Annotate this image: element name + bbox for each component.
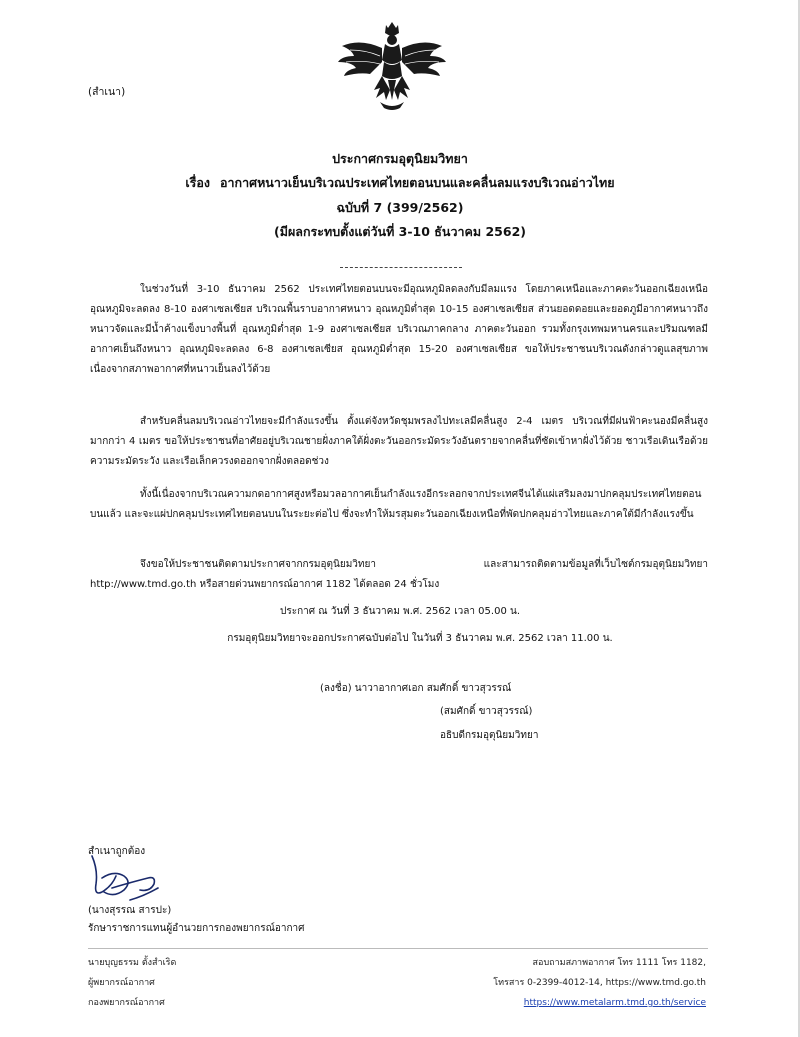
contact-fax: โทรสาร 0-2399-4012-14, https://www.tmd.go.th: [493, 978, 706, 988]
subject-label: เรื่อง: [185, 175, 211, 190]
certifier-name: (นางสุรรณ สารปะ): [88, 905, 172, 916]
forecaster-name: นายบุญธรรม ตั้งสำเริด: [88, 958, 177, 968]
forecaster-division: กองพยากรณ์อากาศ: [88, 998, 165, 1008]
certifier-position: รักษาราชการแทนผู้อำนวยการกองพยากรณ์อากาศ: [88, 923, 305, 934]
paragraph-2: [90, 412, 708, 472]
service-link[interactable]: [524, 995, 706, 1011]
announcement-subject: [0, 172, 800, 194]
announcement-issue: ฉบับที่ 7 (399/2562): [336, 200, 464, 215]
copy-mark: (สำเนา): [88, 86, 126, 98]
service-link-text[interactable]: https://www.metalarm.tmd.go.th/service: [523, 998, 706, 1008]
announcement-effective: (มีผลกระทบตั้งแต่วันที่ 3-10 ธันวาคม 2562): [274, 224, 526, 239]
paragraph-3: [90, 485, 708, 525]
announcement-title: ประกาศกรมอุตุนิยมวิทยา: [332, 151, 468, 166]
certification-label: สำเนาถูกต้อง: [88, 846, 146, 857]
signed-line: (ลงชื่อ) นาวาอากาศเอก สมศักดิ์ ขาวสุวรรณ์: [320, 683, 512, 694]
paragraph-1-text: ในช่วงวันที่ 3-10 ธันวาคม 2562 ประเทศไทยตอนบนจะมีอุณหภูมิลดลงกับมีลมแรง โดยภาคเหนือและภาคตะวันออกเฉียงเหนืออุณหภูมิจะลดลง 8-10 องศาเซลเซียส บริเวณพื้นราบอากาศหนาว อุณหภูมิต่ำสุด 10-15 องศาเซลเซียส ส่วนยอดดอยและยอดภูมีอากาศหนาวถึงหนาวจัดและมีน้ำค้างแข็งบางพื้นที่ อุณหภูมิต่ำสุด 1-9 องศาเซลเซียส บริเวณภาคกลาง ภาคตะวันออก รวมทั้งกรุงเทพมหานครและปริมณฑลมีอากาศเย็นถึงหนาว อุณหภูมิจะลดลง 6-8 องศาเซลเซียส อุณหภูมิต่ำสุด 15-20 องศาเซลเซียส ขอให้ประชาชนบริเวณดังกล่าวดูแลสุขภาพเนื่องจากสภาพอากาศที่หนาวเย็นลงไว้ด้วย: [90, 284, 708, 375]
paragraph-1: [90, 280, 708, 380]
paragraph-4-text: จึงขอให้ประชาชนติดตามประกาศจากกรมอุตุนิยมวิทยา และสามารถติดตามข้อมูลที่เว็บไซต์กรมอุตุนิยมวิทยา http://www.tmd.go.th หรือสายด่วนพยากรณ์อากาศ 1182 ได้ตลอด 24 ชั่วโมง: [90, 559, 708, 590]
footer-divider: [88, 948, 708, 949]
paragraph-3-text: ทั้งนี้เนื่องจากบริเวณความกดอากาศสูงหรือมวลอากาศเย็นกำลังแรงอีกระลอกจากประเทศจีนได้แผ่เสริมลงมาปกคลุมประเทศไทยตอนบนแล้ว และจะแผ่ปกคลุมประเทศไทยตอนบนในระยะต่อไป ซึ่งจะทำให้มรสุมตะวันออกเฉียงเหนือที่พัดปกคลุมอ่าวไทยและภาคใต้มีกำลังแรงขึ้น: [90, 489, 702, 520]
heading-divider: [340, 267, 462, 268]
paragraph-2-text: สำหรับคลื่นลมบริเวณอ่าวไทยจะมีกำลังแรงขึ้น ตั้งแต่จังหวัดชุมพรลงไปทะเลมีคลื่นสูง 2-4 เมตร บริเวณที่มีฝนฟ้าคะนองมีคลื่นสูงมากกว่า 4 เมตร ขอให้ประชาชนที่อาศัยอยู่บริเวณชายฝั่งภาคใต้ฝั่งตะวันออกระมัดระวังอันตรายจากคลื่นที่ซัดเข้าหาฝั่งไว้ด้วย ชาวเรือเดินเรือด้วยความระมัดระวัง และเรือเล็กควรงดออกจากฝั่งตลอดช่วง: [90, 416, 708, 467]
next-issue: กรมอุตุนิยมวิทยาจะออกประกาศฉบับต่อไป ในวันที่ 3 ธันวาคม พ.ศ. 2562 เวลา 11.00 น.: [227, 633, 613, 644]
subject-text: อากาศหนาวเย็นบริเวณประเทศไทยตอนบนและคลื่นลมแรงบริเวณอ่าวไทย: [220, 175, 615, 190]
issued-at: ประกาศ ณ วันที่ 3 ธันวาคม พ.ศ. 2562 เวลา 05.00 น.: [279, 606, 520, 617]
contact-phone: สอบถามสภาพอากาศ โทร 1111 โทร 1182,: [532, 958, 706, 968]
paragraph-4: [90, 555, 708, 595]
signatory-name: (สมศักดิ์ ขาวสุวรรณ์): [440, 706, 533, 717]
forecaster-title: ผู้พยากรณ์อากาศ: [88, 978, 155, 988]
garuda-emblem-icon: [330, 18, 455, 113]
signatory-position: อธิบดีกรมอุตุนิยมวิทยา: [440, 730, 539, 741]
